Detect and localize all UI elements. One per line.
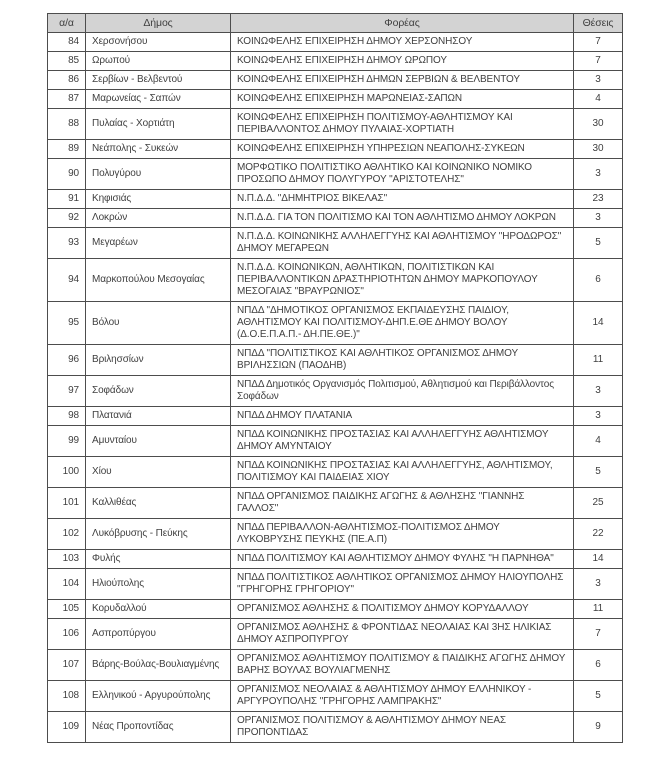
cell-positions: 3 [574, 376, 623, 407]
cell-municipality: Ωρωπού [86, 52, 231, 71]
table-row [48, 457, 623, 488]
cell-organization: ΜΟΡΦΩΤΙΚΟ ΠΟΛΙΤΙΣΤΙΚΟ ΑΘΛΗΤΙΚΟ ΚΑΙ ΚΟΙΝΩΝΙΚΟ ΝΟΜΙΚΟ ΠΡΟΣΩΠΟ ΔΗΜΟΥ ΠΟΛΥΓΥΡΟΥ "ΑΡΙΣΤΟΤΕΛΗΣ" [231, 159, 574, 190]
cell-num: 102 [48, 519, 86, 550]
cell-num: 92 [48, 209, 86, 228]
cell-positions: 7 [574, 52, 623, 71]
cell-positions: 5 [574, 457, 623, 488]
cell-num: 88 [48, 109, 86, 140]
cell-municipality: Ασπροπύργου [86, 619, 231, 650]
cell-num: 97 [48, 376, 86, 407]
cell-organization: ΝΠΔΔ ΔΗΜΟΥ ΠΛΑΤΑΝΙΑ [231, 407, 574, 426]
table-row [48, 712, 623, 743]
cell-num: 90 [48, 159, 86, 190]
table-row [48, 488, 623, 519]
table-row [48, 33, 623, 52]
cell-organization: ΝΠΔΔ ΚΟΙΝΩΝΙΚΗΣ ΠΡΟΣΤΑΣΙΑΣ ΚΑΙ ΑΛΛΗΛΕΓΓΥΗΣ, ΑΘΛΗΤΙΣΜΟΥ, ΠΟΛΙΤΙΣΜΟΥ ΚΑΙ ΠΑΙΔΕΙΑΣ ΧΙΟΥ [231, 457, 574, 488]
cell-municipality: Νέας Προποντίδας [86, 712, 231, 743]
cell-organization: ΚΟΙΝΩΦΕΛΗΣ ΕΠΙΧΕΙΡΗΣΗ ΜΑΡΩΝΕΙΑΣ-ΣΑΠΩΝ [231, 90, 574, 109]
table-row [48, 71, 623, 90]
cell-positions: 3 [574, 569, 623, 600]
cell-municipality: Μαρωνείας - Σαπών [86, 90, 231, 109]
cell-organization: Ν.Π.Δ.Δ. ΚΟΙΝΩΝΙΚΗΣ ΑΛΛΗΛΕΓΓΥΗΣ ΚΑΙ ΑΘΛΗΤΙΣΜΟΥ "ΗΡΟΔΩΡΟΣ" ΔΗΜΟΥ ΜΕΓΑΡΕΩΝ [231, 228, 574, 259]
cell-positions: 14 [574, 302, 623, 345]
cell-positions: 6 [574, 259, 623, 302]
table-row [48, 600, 623, 619]
table-row [48, 209, 623, 228]
cell-organization: ΝΠΔΔ Δημοτικός Οργανισμός Πολιτισμού, Αθλητισμού και Περιβάλλοντος Σοφάδων [231, 376, 574, 407]
cell-num: 86 [48, 71, 86, 90]
cell-num: 91 [48, 190, 86, 209]
cell-num: 103 [48, 550, 86, 569]
cell-positions: 5 [574, 681, 623, 712]
cell-municipality: Ελληνικού - Αργυρούπολης [86, 681, 231, 712]
table-row [48, 140, 623, 159]
cell-organization: ΟΡΓΑΝΙΣΜΟΣ ΝΕΟΛΑΙΑΣ & ΑΘΛΗΤΙΣΜΟΥ ΔΗΜΟΥ ΕΛΛΗΝΙΚΟΥ - ΑΡΓΥΡΟΥΠΟΛΗΣ "ΓΡΗΓΟΡΗΣ ΛΑΜΠΡΑΚΗΣ" [231, 681, 574, 712]
cell-organization: ΟΡΓΑΝΙΣΜΟΣ ΑΘΛΗΣΗΣ & ΦΡΟΝΤΙΔΑΣ ΝΕΟΛΑΙΑΣ ΚΑΙ 3ΗΣ ΗΛΙΚΙΑΣ ΔΗΜΟΥ ΑΣΠΡΟΠΥΡΓΟΥ [231, 619, 574, 650]
cell-municipality: Χίου [86, 457, 231, 488]
cell-positions: 30 [574, 140, 623, 159]
cell-organization: ΚΟΙΝΩΦΕΛΗΣ ΕΠΙΧΕΙΡΗΣΗ ΔΗΜΟΥ ΧΕΡΣΟΝΗΣΟΥ [231, 33, 574, 52]
cell-organization: ΚΟΙΝΩΦΕΛΗΣ ΕΠΙΧΕΙΡΗΣΗ ΔΗΜΩΝ ΣΕΡΒΙΩΝ & ΒΕΛΒΕΝΤΟΥ [231, 71, 574, 90]
cell-municipality: Κορυδαλλού [86, 600, 231, 619]
cell-municipality: Βάρης-Βούλας-Βουλιαγμένης [86, 650, 231, 681]
cell-positions: 22 [574, 519, 623, 550]
cell-municipality: Μαρκοπούλου Μεσογαίας [86, 259, 231, 302]
table-row [48, 519, 623, 550]
cell-organization: Ν.Π.Δ.Δ. ΚΟΙΝΩΝΙΚΩΝ, ΑΘΛΗΤΙΚΩΝ, ΠΟΛΙΤΙΣΤΙΚΩΝ ΚΑΙ ΠΕΡΙΒΑΛΛΟΝΤΙΚΩΝ ΔΡΑΣΤΗΡΙΟΤΗΤΩΝ ΔΗΜΟΥ ΜΑΡΚΟΠΟΥΛΟΥ ΜΕΣΟΓΑΙΑΣ "ΒΡΑΥΡΩΝΙΟΣ" [231, 259, 574, 302]
cell-organization: ΚΟΙΝΩΦΕΛΗΣ ΕΠΙΧΕΙΡΗΣΗ ΔΗΜΟΥ ΩΡΩΠΟΥ [231, 52, 574, 71]
cell-positions: 23 [574, 190, 623, 209]
col-header-positions: Θέσεις [574, 14, 623, 33]
cell-positions: 11 [574, 600, 623, 619]
table-row [48, 90, 623, 109]
cell-num: 95 [48, 302, 86, 345]
table-row [48, 159, 623, 190]
table-row [48, 52, 623, 71]
cell-num: 94 [48, 259, 86, 302]
municipalities-table [47, 13, 623, 743]
cell-positions: 9 [574, 712, 623, 743]
cell-municipality: Αμυνταίου [86, 426, 231, 457]
col-header-num: α/α [48, 14, 86, 33]
cell-organization: ΟΡΓΑΝΙΣΜΟΣ ΑΘΛΗΣΗΣ & ΠΟΛΙΤΙΣΜΟΥ ΔΗΜΟΥ ΚΟΡΥΔΑΛΛΟΥ [231, 600, 574, 619]
cell-municipality: Βόλου [86, 302, 231, 345]
table-row [48, 228, 623, 259]
cell-municipality: Μεγαρέων [86, 228, 231, 259]
cell-positions: 4 [574, 90, 623, 109]
cell-num: 89 [48, 140, 86, 159]
cell-positions: 3 [574, 159, 623, 190]
cell-municipality: Πυλαίας - Χορτιάτη [86, 109, 231, 140]
cell-positions: 14 [574, 550, 623, 569]
cell-positions: 3 [574, 209, 623, 228]
cell-positions: 7 [574, 619, 623, 650]
table-header [48, 14, 623, 33]
cell-positions: 5 [574, 228, 623, 259]
header-row [48, 14, 623, 33]
table-row [48, 407, 623, 426]
cell-organization: ΝΠΔΔ ΠΟΛΙΤΙΣΜΟΥ ΚΑΙ ΑΘΛΗΤΙΣΜΟΥ ΔΗΜΟΥ ΦΥΛΗΣ "Η ΠΑΡΝΗΘΑ" [231, 550, 574, 569]
table-row [48, 550, 623, 569]
cell-num: 87 [48, 90, 86, 109]
cell-municipality: Χερσονήσου [86, 33, 231, 52]
cell-municipality: Σερβίων - Βελβεντού [86, 71, 231, 90]
cell-positions: 7 [574, 33, 623, 52]
table-row [48, 259, 623, 302]
table-row [48, 426, 623, 457]
table-row [48, 569, 623, 600]
cell-municipality: Λοκρών [86, 209, 231, 228]
cell-positions: 3 [574, 71, 623, 90]
cell-positions: 4 [574, 426, 623, 457]
table-row [48, 619, 623, 650]
cell-municipality: Πλατανιά [86, 407, 231, 426]
cell-num: 96 [48, 345, 86, 376]
table-body [48, 33, 623, 743]
cell-num: 106 [48, 619, 86, 650]
cell-num: 104 [48, 569, 86, 600]
cell-municipality: Σοφάδων [86, 376, 231, 407]
table-row [48, 376, 623, 407]
cell-organization: ΝΠΔΔ "ΠΟΛΙΤΙΣΤΙΚΟΣ ΚΑΙ ΑΘΛΗΤΙΚΟΣ ΟΡΓΑΝΙΣΜΟΣ ΔΗΜΟΥ ΒΡΙΛΗΣΣΙΩΝ (ΠΑΟΔΗΒ) [231, 345, 574, 376]
cell-positions: 3 [574, 407, 623, 426]
cell-organization: ΝΠΔΔ ΟΡΓΑΝΙΣΜΟΣ ΠΑΙΔΙΚΗΣ ΑΓΩΓΗΣ & ΑΘΛΗΣΗΣ "ΓΙΑΝΝΗΣ ΓΑΛΛΟΣ" [231, 488, 574, 519]
cell-num: 101 [48, 488, 86, 519]
col-header-municipality: Δήμος [86, 14, 231, 33]
cell-municipality: Πολυγύρου [86, 159, 231, 190]
cell-num: 105 [48, 600, 86, 619]
cell-positions: 25 [574, 488, 623, 519]
table-row [48, 681, 623, 712]
table-row [48, 302, 623, 345]
cell-municipality: Κηφισιάς [86, 190, 231, 209]
cell-organization: ΝΠΔΔ ΠΟΛΙΤΙΣΤΙΚΟΣ ΑΘΛΗΤΙΚΟΣ ΟΡΓΑΝΙΣΜΟΣ ΔΗΜΟΥ ΗΛΙΟΥΠΟΛΗΣ "ΓΡΗΓΟΡΗΣ ΓΡΗΓΟΡΙΟΥ" [231, 569, 574, 600]
cell-num: 93 [48, 228, 86, 259]
cell-organization: ΚΟΙΝΩΦΕΛΗΣ ΕΠΙΧΕΙΡΗΣΗ ΠΟΛΙΤΙΣΜΟΥ-ΑΘΛΗΤΙΣΜΟΥ ΚΑΙ ΠΕΡΙΒΑΛΛΟΝΤΟΣ ΔΗΜΟΥ ΠΥΛΑΙΑΣ-ΧΟΡΤΙΑΤΗ [231, 109, 574, 140]
cell-organization: ΝΠΔΔ "ΔΗΜΟΤΙΚΟΣ ΟΡΓΑΝΙΣΜΟΣ ΕΚΠΑΙΔΕΥΣΗΣ ΠΑΙΔΙΟΥ, ΑΘΛΗΤΙΣΜΟΥ ΚΑΙ ΠΟΛΙΤΙΣΜΟΥ-ΔΗΠ.Ε.ΘΕ ΔΗΜΟΥ ΒΟΛΟΥ (Δ.Ο.Ε.Π.Α.Π.- ΔΗ.ΠΕ.ΘΕ.)" [231, 302, 574, 345]
cell-positions: 30 [574, 109, 623, 140]
cell-num: 84 [48, 33, 86, 52]
table-row [48, 109, 623, 140]
cell-positions: 11 [574, 345, 623, 376]
cell-municipality: Καλλιθέας [86, 488, 231, 519]
table-row [48, 345, 623, 376]
cell-municipality: Νεάπολης - Συκεών [86, 140, 231, 159]
cell-num: 108 [48, 681, 86, 712]
cell-num: 100 [48, 457, 86, 488]
cell-num: 99 [48, 426, 86, 457]
cell-municipality: Φυλής [86, 550, 231, 569]
cell-num: 85 [48, 52, 86, 71]
table-row [48, 650, 623, 681]
cell-organization: ΝΠΔΔ ΠΕΡΙΒΑΛΛΟΝ-ΑΘΛΗΤΙΣΜΟΣ-ΠΟΛΙΤΙΣΜΟΣ ΔΗΜΟΥ ΛΥΚΟΒΡΥΣΗΣ ΠΕΥΚΗΣ (ΠΕ.Α.Π) [231, 519, 574, 550]
cell-num: 98 [48, 407, 86, 426]
cell-municipality: Ηλιούπολης [86, 569, 231, 600]
col-header-organization: Φορέας [231, 14, 574, 33]
cell-organization: ΟΡΓΑΝΙΣΜΟΣ ΠΟΛΙΤΙΣΜΟΥ & ΑΘΛΗΤΙΣΜΟΥ ΔΗΜΟΥ ΝΕΑΣ ΠΡΟΠΟΝΤΙΔΑΣ [231, 712, 574, 743]
cell-organization: ΚΟΙΝΩΦΕΛΗΣ ΕΠΙΧΕΙΡΗΣΗ ΥΠΗΡΕΣΙΩΝ ΝΕΑΠΟΛΗΣ-ΣΥΚΕΩΝ [231, 140, 574, 159]
cell-organization: Ν.Π.Δ.Δ. ΓΙΑ ΤΟΝ ΠΟΛΙΤΙΣΜΟ ΚΑΙ ΤΟΝ ΑΘΛΗΤΙΣΜΟ ΔΗΜΟΥ ΛΟΚΡΩΝ [231, 209, 574, 228]
cell-organization: ΝΠΔΔ ΚΟΙΝΩΝΙΚΗΣ ΠΡΟΣΤΑΣΙΑΣ ΚΑΙ ΑΛΛΗΛΕΓΓΥΗΣ ΑΘΛΗΤΙΣΜΟΥ ΔΗΜΟΥ ΑΜΥΝΤΑΙΟΥ [231, 426, 574, 457]
cell-organization: Ν.Π.Δ.Δ. "ΔΗΜΗΤΡΙΟΣ ΒΙΚΕΛΑΣ" [231, 190, 574, 209]
cell-positions: 6 [574, 650, 623, 681]
cell-municipality: Βριλησσίων [86, 345, 231, 376]
table-row [48, 190, 623, 209]
cell-num: 109 [48, 712, 86, 743]
cell-num: 107 [48, 650, 86, 681]
cell-organization: ΟΡΓΑΝΙΣΜΟΣ ΑΘΛΗΤΙΣΜΟΥ ΠΟΛΙΤΙΣΜΟΥ & ΠΑΙΔΙΚΗΣ ΑΓΩΓΗΣ ΔΗΜΟΥ ΒΑΡΗΣ ΒΟΥΛΑΣ ΒΟΥΛΙΑΓΜΕΝΗΣ [231, 650, 574, 681]
cell-municipality: Λυκόβρυσης - Πεύκης [86, 519, 231, 550]
